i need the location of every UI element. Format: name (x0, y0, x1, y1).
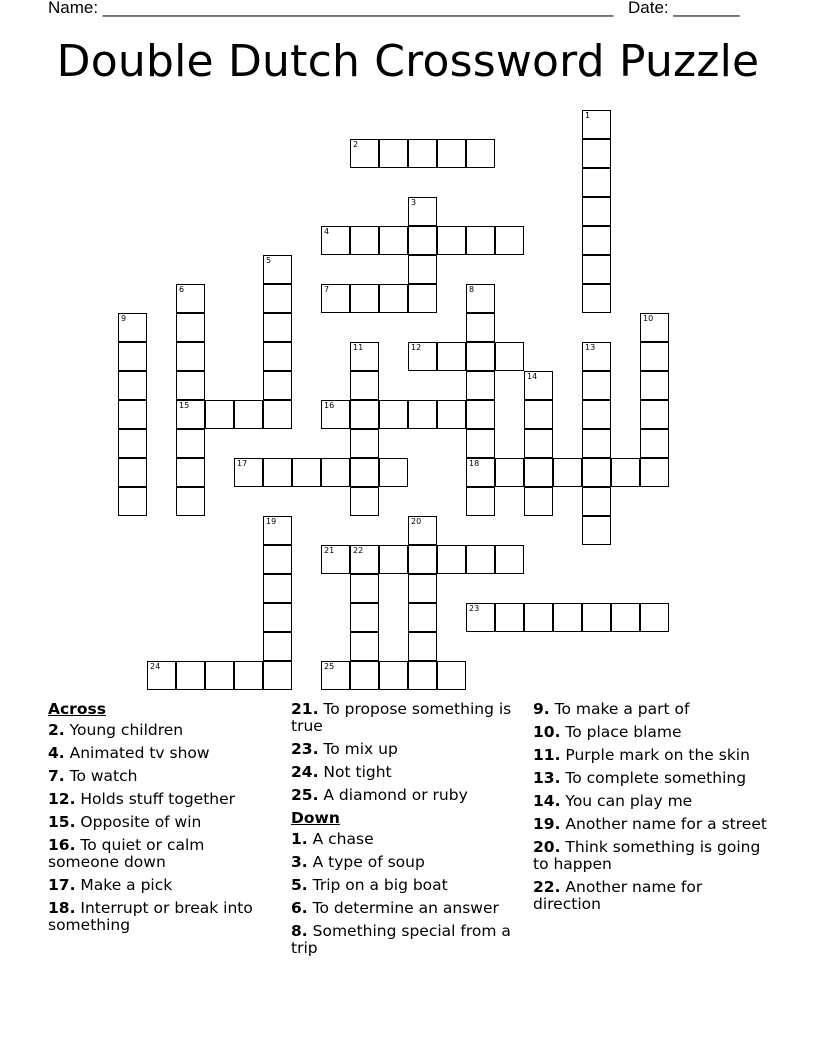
grid-cell[interactable] (640, 313, 669, 342)
grid-cell[interactable] (640, 400, 669, 429)
grid-cell[interactable] (553, 458, 582, 487)
grid-cell[interactable] (640, 342, 669, 371)
cell-number: 25 (324, 662, 335, 671)
grid-cell[interactable] (263, 255, 292, 284)
grid-cell[interactable] (466, 371, 495, 400)
clue-across-24: 24. Not tight (291, 763, 392, 781)
grid-cell[interactable] (176, 458, 205, 487)
grid-cell[interactable] (263, 545, 292, 574)
grid-cell[interactable] (640, 458, 669, 487)
grid-cell[interactable] (350, 603, 379, 632)
cell-number: 8 (469, 285, 475, 294)
grid-cell[interactable] (582, 255, 611, 284)
grid-cell[interactable] (350, 371, 379, 400)
grid-cell[interactable] (176, 342, 205, 371)
cell-number: 24 (150, 662, 161, 671)
clue-down-14: 14. You can play me (533, 792, 693, 810)
grid-cell[interactable] (524, 603, 553, 632)
grid-cell[interactable] (495, 603, 524, 632)
grid-cell[interactable] (466, 400, 495, 429)
clue-down-9: 9. To make a part of (533, 700, 690, 718)
cell-number: 6 (179, 285, 185, 294)
grid-cell[interactable] (524, 429, 553, 458)
clue-down-3: 3. A type of soup (291, 853, 425, 871)
grid-cell[interactable] (408, 661, 437, 690)
clue-down-8: 8. Something special from a trip (291, 922, 511, 957)
grid-cell[interactable] (321, 400, 350, 429)
grid-cell[interactable] (524, 371, 553, 400)
grid-cell[interactable] (205, 661, 234, 690)
cell-number: 1 (585, 111, 591, 120)
clues-column-3 (533, 701, 773, 919)
grid-cell[interactable] (437, 661, 466, 690)
grid-cell[interactable] (176, 661, 205, 690)
clue-across-4: 4. Animated tv show (48, 744, 210, 762)
grid-cell[interactable] (524, 400, 553, 429)
cell-number: 18 (469, 459, 480, 468)
grid-cell[interactable] (640, 371, 669, 400)
grid-cell[interactable] (379, 139, 408, 168)
grid-cell[interactable] (350, 342, 379, 371)
grid-cell[interactable] (263, 313, 292, 342)
grid-cell[interactable] (176, 487, 205, 516)
grid-cell[interactable] (582, 429, 611, 458)
cell-number: 19 (266, 517, 277, 526)
grid-cell[interactable] (495, 226, 524, 255)
grid-cell[interactable] (263, 371, 292, 400)
grid-cell[interactable] (466, 226, 495, 255)
grid-cell[interactable] (350, 458, 379, 487)
clue-down-6: 6. To determine an answer (291, 899, 499, 917)
grid-cell[interactable] (437, 400, 466, 429)
grid-cell[interactable] (437, 226, 466, 255)
cell-number: 21 (324, 546, 335, 555)
grid-cell[interactable] (582, 371, 611, 400)
grid-cell[interactable] (350, 139, 379, 168)
grid-cell[interactable] (321, 545, 350, 574)
clue-down-20: 20. Think something is going to happen (533, 838, 761, 873)
grid-cell[interactable] (118, 342, 147, 371)
grid-cell[interactable] (379, 458, 408, 487)
grid-cell[interactable] (350, 400, 379, 429)
grid-cell[interactable] (408, 284, 437, 313)
grid-cell[interactable] (176, 400, 205, 429)
grid-cell[interactable] (379, 284, 408, 313)
cell-number: 7 (324, 285, 330, 294)
grid-cell[interactable] (466, 458, 495, 487)
across-heading: Across (48, 700, 106, 718)
grid-cell[interactable] (495, 342, 524, 371)
grid-cell[interactable] (408, 632, 437, 661)
cell-number: 12 (411, 343, 422, 352)
grid-cell[interactable] (147, 661, 176, 690)
grid-cell[interactable] (379, 661, 408, 690)
clue-across-18: 18. Interrupt or break into something (48, 899, 253, 934)
grid-cell[interactable] (263, 342, 292, 371)
clue-across-7: 7. To watch (48, 767, 138, 785)
cell-number: 15 (179, 401, 190, 410)
grid-cell[interactable] (263, 458, 292, 487)
grid-cell[interactable] (263, 516, 292, 545)
clues-column-2 (291, 701, 523, 963)
grid-cell[interactable] (611, 603, 640, 632)
grid-cell[interactable] (350, 661, 379, 690)
grid-cell[interactable] (582, 400, 611, 429)
clue-across-15: 15. Opposite of win (48, 813, 202, 831)
grid-cell[interactable] (437, 545, 466, 574)
grid-cell[interactable] (350, 545, 379, 574)
grid-cell[interactable] (408, 226, 437, 255)
grid-cell[interactable] (263, 400, 292, 429)
cell-number: 2 (353, 140, 359, 149)
grid-cell[interactable] (263, 284, 292, 313)
grid-cell[interactable] (350, 226, 379, 255)
grid-cell[interactable] (437, 139, 466, 168)
clue-down-10: 10. To place blame (533, 723, 682, 741)
cell-number: 20 (411, 517, 422, 526)
cell-number: 4 (324, 227, 330, 236)
grid-cell[interactable] (350, 574, 379, 603)
grid-cell[interactable] (350, 487, 379, 516)
grid-cell[interactable] (118, 487, 147, 516)
down-heading: Down (291, 809, 340, 827)
clue-across-21: 21. To propose something is true (291, 700, 512, 735)
grid-cell[interactable] (408, 400, 437, 429)
grid-cell[interactable] (582, 284, 611, 313)
grid-cell[interactable] (234, 458, 263, 487)
grid-cell[interactable] (321, 284, 350, 313)
cell-number: 16 (324, 401, 335, 410)
grid-cell[interactable] (234, 400, 263, 429)
cell-number: 5 (266, 256, 272, 265)
grid-cell[interactable] (292, 458, 321, 487)
grid-cell[interactable] (205, 400, 234, 429)
grid-cell[interactable] (466, 487, 495, 516)
grid-cell[interactable] (466, 603, 495, 632)
grid-cell[interactable] (437, 342, 466, 371)
grid-cell[interactable] (553, 603, 582, 632)
cell-number: 3 (411, 198, 417, 207)
clue-across-2: 2. Young children (48, 721, 184, 739)
grid-cell[interactable] (582, 168, 611, 197)
grid-cell[interactable] (118, 313, 147, 342)
puzzle-title: Double Dutch Crossword Puzzle (56, 36, 760, 87)
grid-cell[interactable] (582, 603, 611, 632)
clue-down-19: 19. Another name for a street (533, 815, 767, 833)
clue-down-22: 22. Another name for direction (533, 878, 703, 913)
clue-across-25: 25. A diamond or ruby (291, 786, 468, 804)
cell-number: 13 (585, 343, 596, 352)
cell-number: 9 (121, 314, 127, 323)
grid-cell[interactable] (350, 284, 379, 313)
grid-cell[interactable] (176, 429, 205, 458)
grid-cell[interactable] (640, 429, 669, 458)
cell-number: 22 (353, 546, 364, 555)
grid-cell[interactable] (466, 284, 495, 313)
grid-cell[interactable] (118, 371, 147, 400)
grid-cell[interactable] (118, 429, 147, 458)
grid-cell[interactable] (582, 139, 611, 168)
grid-cell[interactable] (379, 226, 408, 255)
grid-cell[interactable] (524, 487, 553, 516)
cell-number: 14 (527, 372, 538, 381)
grid-cell[interactable] (263, 603, 292, 632)
grid-cell[interactable] (350, 429, 379, 458)
grid-cell[interactable] (582, 226, 611, 255)
grid-cell[interactable] (582, 110, 611, 139)
grid-cell[interactable] (263, 632, 292, 661)
grid-cell[interactable] (176, 313, 205, 342)
grid-cell[interactable] (408, 197, 437, 226)
grid-cell[interactable] (321, 226, 350, 255)
clue-down-13: 13. To complete something (533, 769, 747, 787)
grid-cell[interactable] (611, 458, 640, 487)
grid-cell[interactable] (495, 545, 524, 574)
grid-cell[interactable] (466, 139, 495, 168)
grid-cell[interactable] (466, 545, 495, 574)
clue-across-23: 23. To mix up (291, 740, 398, 758)
grid-cell[interactable] (379, 400, 408, 429)
grid-cell[interactable] (263, 574, 292, 603)
grid-cell[interactable] (118, 400, 147, 429)
cell-number: 23 (469, 604, 480, 613)
clue-down-5: 5. Trip on a big boat (291, 876, 448, 894)
grid-cell[interactable] (234, 661, 263, 690)
clue-down-11: 11. Purple mark on the skin (533, 746, 750, 764)
grid-cell[interactable] (176, 371, 205, 400)
grid-cell[interactable] (408, 574, 437, 603)
grid-cell[interactable] (408, 342, 437, 371)
clue-across-17: 17. Make a pick (48, 876, 173, 894)
grid-cell[interactable] (582, 487, 611, 516)
grid-cell[interactable] (466, 342, 495, 371)
grid-cell[interactable] (582, 516, 611, 545)
grid-cell[interactable] (640, 603, 669, 632)
grid-cell[interactable] (118, 458, 147, 487)
grid-cell[interactable] (263, 661, 292, 690)
grid-cell[interactable] (466, 429, 495, 458)
clues-column-1 (48, 701, 280, 940)
grid-cell[interactable] (495, 458, 524, 487)
grid-cell[interactable] (176, 284, 205, 313)
grid-cell[interactable] (321, 661, 350, 690)
cell-number: 11 (353, 343, 364, 352)
grid-cell[interactable] (582, 458, 611, 487)
cell-number: 17 (237, 459, 248, 468)
date-field[interactable]: Date: _______ (628, 0, 740, 17)
cell-number: 10 (643, 314, 654, 323)
clue-down-1: 1. A chase (291, 830, 374, 848)
grid-cell[interactable] (350, 632, 379, 661)
grid-cell[interactable] (582, 342, 611, 371)
grid-cell[interactable] (408, 545, 437, 574)
name-field[interactable]: Name: ______________________________________________________ (48, 0, 614, 17)
grid-cell[interactable] (582, 197, 611, 226)
grid-cell[interactable] (408, 516, 437, 545)
grid-cell[interactable] (408, 139, 437, 168)
grid-cell[interactable] (408, 255, 437, 284)
grid-cell[interactable] (466, 313, 495, 342)
grid-cell[interactable] (524, 458, 553, 487)
clue-across-16: 16. To quiet or calm someone down (48, 836, 205, 871)
grid-cell[interactable] (321, 458, 350, 487)
grid-cell[interactable] (408, 603, 437, 632)
grid-cell[interactable] (379, 545, 408, 574)
clue-across-12: 12. Holds stuff together (48, 790, 236, 808)
